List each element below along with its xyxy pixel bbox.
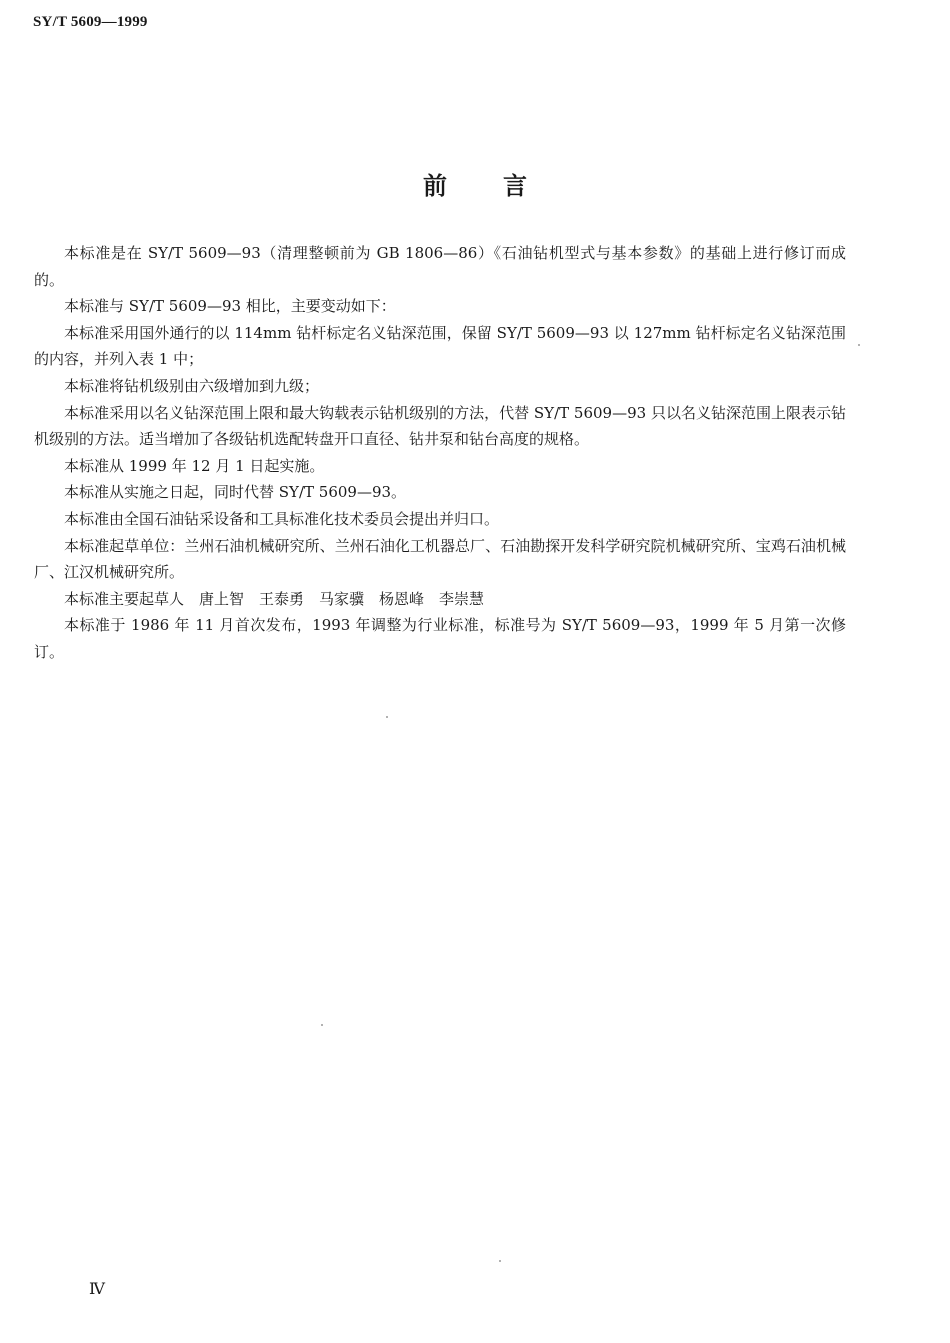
scan-speck bbox=[386, 716, 388, 718]
paragraph-changes-intro: 本标准与 SY/T 5609—93 相比，主要变动如下： bbox=[64, 297, 396, 316]
document-code-header: SY/T 5609—1999 bbox=[33, 14, 148, 30]
scan-speck bbox=[499, 1260, 501, 1262]
page-number: Ⅳ bbox=[89, 1281, 105, 1298]
paragraph-change-drill-pipe: 本标准采用国外通行的以 114mm 钻杆标定名义钻深范围，保留 SY/T 5609—93 以 127mm 钻杆标定名义钻深范围的内容，并列入表 1 中； bbox=[34, 323, 846, 369]
paragraph-replacement: 本标准从实施之日起，同时代替 SY/T 5609—93。 bbox=[64, 483, 407, 502]
paragraph-history: 本标准于 1986 年 11 月首次发布，1993 年调整为行业标准，标准号为 SY/T 5609—93，1999 年 5 月第一次修订。 bbox=[34, 616, 846, 661]
paragraph-change-method: 本标准采用以名义钻深范围上限和最大钩载表示钻机级别的方法，代替 SY/T 5609—93 只以名义钻深范围上限表示钻机级别的方法。适当增加了各级钻机选配转盘开口直径、钻井泵和钻台高度的规格。 bbox=[34, 403, 846, 449]
paragraph-change-levels: 本标准将钻机级别由六级增加到九级； bbox=[64, 376, 320, 395]
page-title: 前言 bbox=[423, 172, 583, 200]
paragraph-proposer: 本标准由全国石油钻采设备和工具标准化技术委员会提出并归口。 bbox=[64, 509, 500, 528]
paragraph-effective-date: 本标准从 1999 年 12 月 1 日起实施。 bbox=[64, 456, 325, 475]
scan-speck bbox=[858, 344, 860, 346]
paragraph-drafters: 本标准主要起草人 唐上智 王泰勇 马家骥 杨恩峰 李崇慧 bbox=[64, 589, 485, 608]
paragraph-drafting-units: 本标准起草单位：兰州石油机械研究所、兰州石油化工机器总厂、石油勘探开发科学研究院机械研究所、宝鸡石油机械厂、江汉机械研究所。 bbox=[34, 536, 846, 582]
foreword-body bbox=[34, 240, 846, 666]
paragraph-basis: 本标准是在 SY/T 5609—93（清理整顿前为 GB 1806—86）《石油钻机型式与基本参数》的基础上进行修订而成的。 bbox=[34, 244, 846, 289]
scan-speck bbox=[321, 1024, 323, 1026]
